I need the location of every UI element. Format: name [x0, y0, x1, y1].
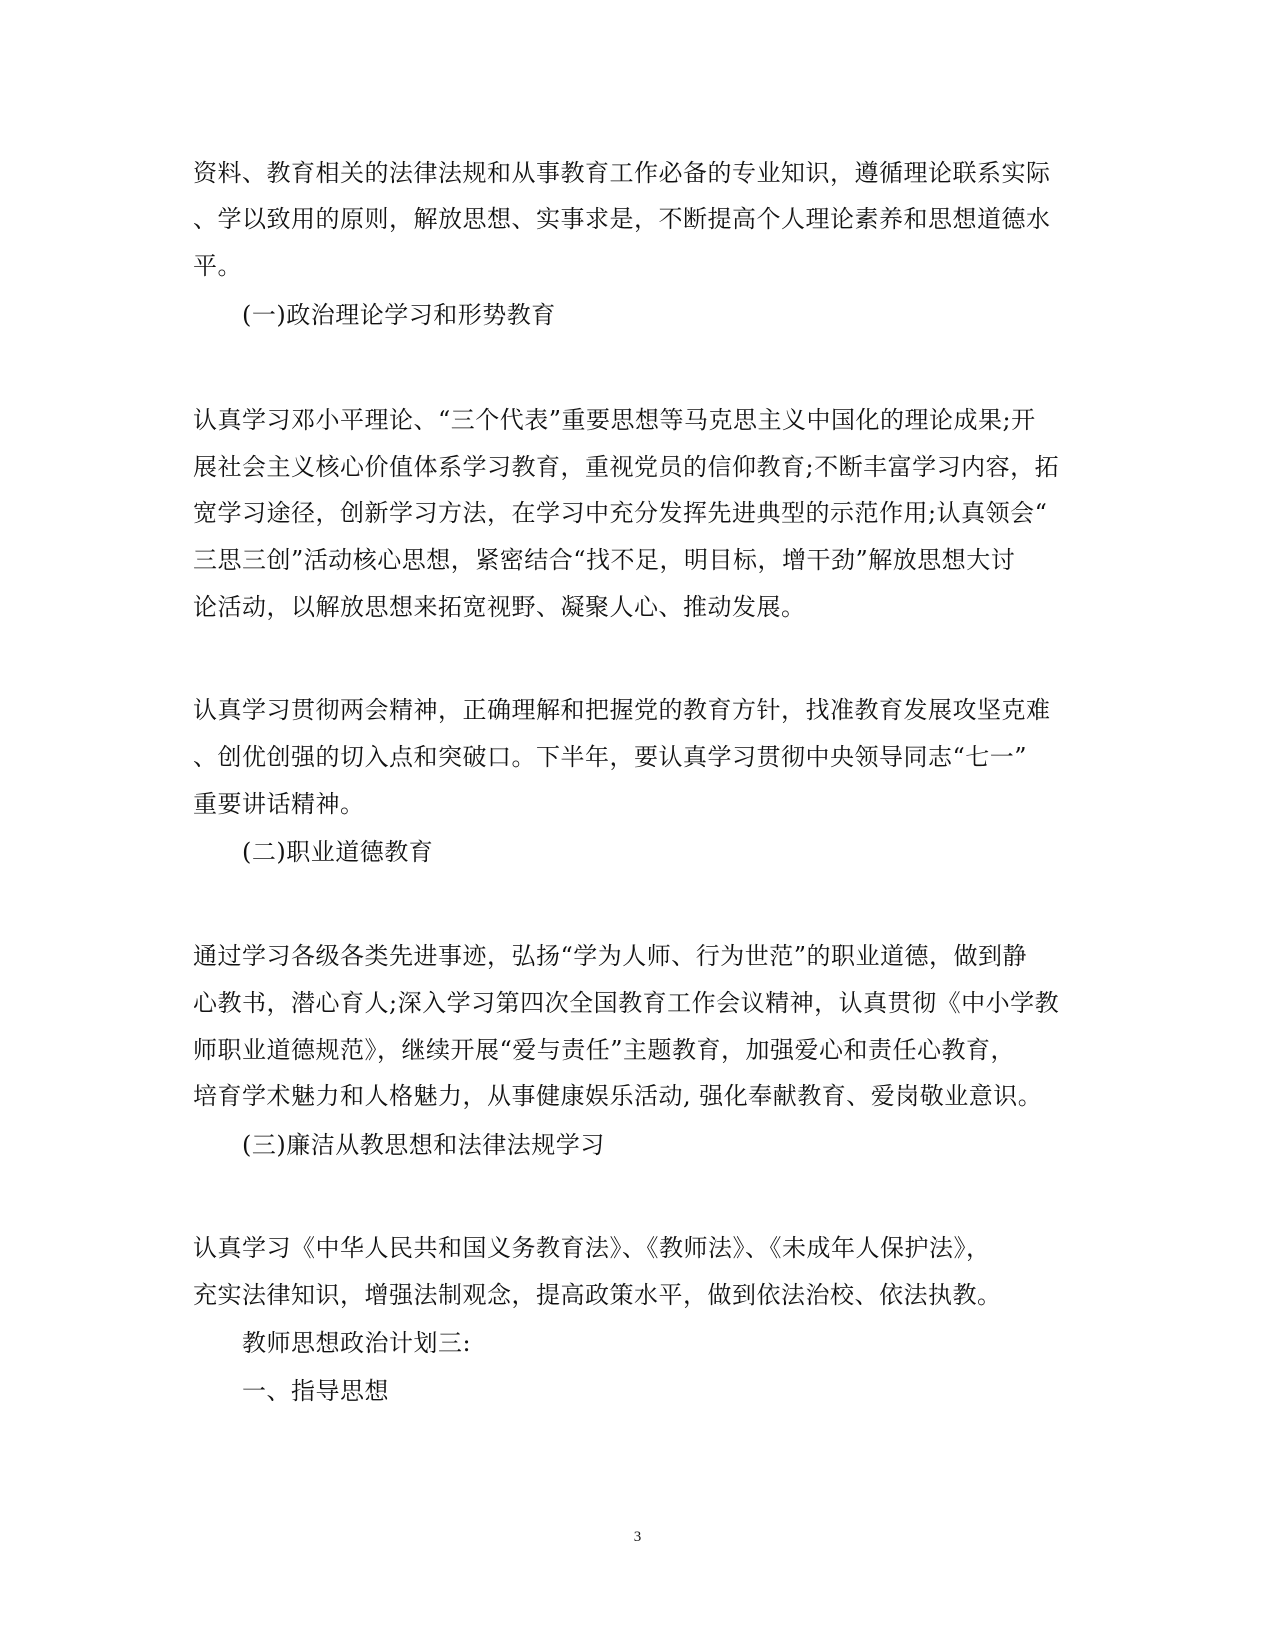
- paragraph-line: 、创优创强的切入点和突破口。下半年，要认真学习贯彻中央领导同志“七一”: [193, 743, 1028, 771]
- section-heading: 一、指导思想: [242, 1377, 389, 1405]
- paragraph-line: 认真学习《中华人民共和国义务教育法》、《教师法》、《未成年人保护法》，: [193, 1234, 991, 1262]
- paragraph-line: 展社会主义核心价值体系学习教育，重视党员的信仰教育;不断丰富学习内容，拓: [193, 453, 1060, 481]
- paragraph-line: 培育学术魅力和人格魅力，从事健康娱乐活动, 强化奉献教育、爱岗敬业意识。: [193, 1082, 1043, 1110]
- paragraph-line: 充实法律知识，增强法制观念，提高政策水平，做到依法治校、依法执教。: [193, 1281, 1002, 1309]
- plan-title: 教师思想政治计划三:: [242, 1329, 472, 1357]
- paragraph-line: 平。: [193, 252, 242, 280]
- paragraph-line: 三思三创”活动核心思想，紧密结合“找不足，明目标，增干劲”解放思想大讨: [193, 546, 1016, 574]
- paragraph-line: 、学以致用的原则，解放思想、实事求是，不断提高个人理论素养和思想道德水: [193, 205, 1051, 233]
- paragraph-line: 资料、教育相关的法律法规和从事教育工作必备的专业知识，遵循理论联系实际: [193, 159, 1051, 187]
- section-heading: (一)政治理论学习和形势教育: [242, 301, 556, 329]
- paragraph-line: 论活动，以解放思想来拓宽视野、凝聚人心、推动发展。: [193, 593, 806, 621]
- paragraph-line: 师职业道德规范》，继续开展“爱与责任”主题教育，加强爱心和责任心教育，: [193, 1036, 1016, 1064]
- paragraph-line: 认真学习邓小平理论、“三个代表”重要思想等马克思主义中国化的理论成果;开: [193, 406, 1036, 434]
- paragraph-line: 重要讲话精神。: [193, 790, 365, 818]
- page-number: 3: [633, 1529, 642, 1545]
- paragraph-line: 心教书，潜心育人;深入学习第四次全国教育工作会议精神，认真贯彻《中小学教: [193, 989, 1060, 1017]
- paragraph-line: 认真学习贯彻两会精神，正确理解和把握党的教育方针，找准教育发展攻坚克难: [193, 696, 1051, 724]
- section-heading: (二)职业道德教育: [242, 838, 434, 866]
- paragraph-line: 通过学习各级各类先进事迹，弘扬“学为人师、行为世范”的职业道德，做到静: [193, 942, 1028, 970]
- paragraph-line: 宽学习途径，创新学习方法，在学习中充分发挥先进典型的示范作用;认真领会“: [193, 499, 1048, 527]
- section-heading: (三)廉洁从教思想和法律法规学习: [242, 1131, 605, 1159]
